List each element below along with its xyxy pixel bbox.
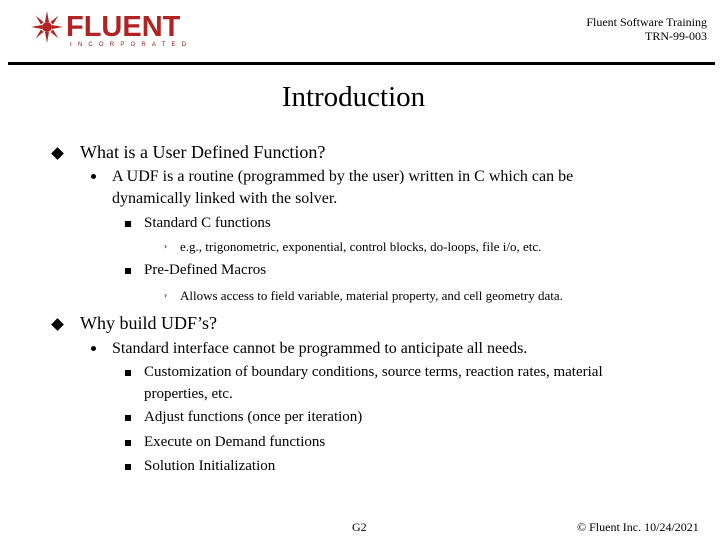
logo-wordmark: FLUENT xyxy=(66,11,181,43)
bullet-standard-c: Standard C functions xyxy=(144,215,271,231)
bullet-udf-definition: A UDF is a routine (programmed by the user) written in C which can be xyxy=(112,168,574,185)
bullet-execute-on-demand: Execute on Demand functions xyxy=(144,434,326,450)
square-bullet-icon xyxy=(125,370,131,376)
fluent-logo xyxy=(30,10,193,50)
square-bullet-icon xyxy=(125,268,131,274)
logo-tagline: INCORPORATED xyxy=(70,42,193,48)
slide-title: Introduction xyxy=(281,81,426,113)
bullet-what-is-udf: What is a User Defined Function? xyxy=(80,142,326,162)
bullet-customization-cont: properties, etc. xyxy=(144,386,233,402)
page-number: G2 xyxy=(352,520,367,534)
bullet-standard-interface: Standard interface cannot be programmed to anticipate all needs. xyxy=(112,340,528,357)
dot-bullet-icon xyxy=(91,174,96,179)
tiny-arrow-bullet-icon: › xyxy=(164,291,168,300)
training-code: TRN-99-003 xyxy=(645,29,707,43)
diamond-bullet-icon xyxy=(51,318,64,331)
dot-bullet-icon xyxy=(91,346,96,351)
bullet-solution-init: Solution Initialization xyxy=(144,458,276,474)
training-line-1: Fluent Software Training xyxy=(586,15,707,29)
copyright: © Fluent Inc. 10/24/2021 xyxy=(577,520,699,534)
bullet-c-examples: e.g., trigonometric, exponential, control blocks, do-loops, file i/o, etc. xyxy=(180,239,542,254)
header-divider xyxy=(8,62,715,65)
bullet-macros-access: Allows access to field variable, material property, and cell geometry data. xyxy=(180,288,563,303)
square-bullet-icon xyxy=(125,464,131,470)
bullet-why-build-udf: Why build UDF’s? xyxy=(80,313,217,333)
bullet-udf-definition-cont: dynamically linked with the solver. xyxy=(112,190,338,207)
tiny-arrow-bullet-icon: › xyxy=(164,242,168,251)
bullet-customization: Customization of boundary conditions, source terms, reaction rates, material xyxy=(144,364,603,380)
square-bullet-icon xyxy=(125,221,131,227)
fluent-flame-icon xyxy=(30,10,64,44)
bullet-adjust-functions: Adjust functions (once per iteration) xyxy=(144,409,363,425)
square-bullet-icon xyxy=(125,440,131,446)
training-header xyxy=(586,15,707,43)
bullet-predefined-macros: Pre-Defined Macros xyxy=(144,262,267,278)
diamond-bullet-icon xyxy=(51,147,64,160)
square-bullet-icon xyxy=(125,415,131,421)
